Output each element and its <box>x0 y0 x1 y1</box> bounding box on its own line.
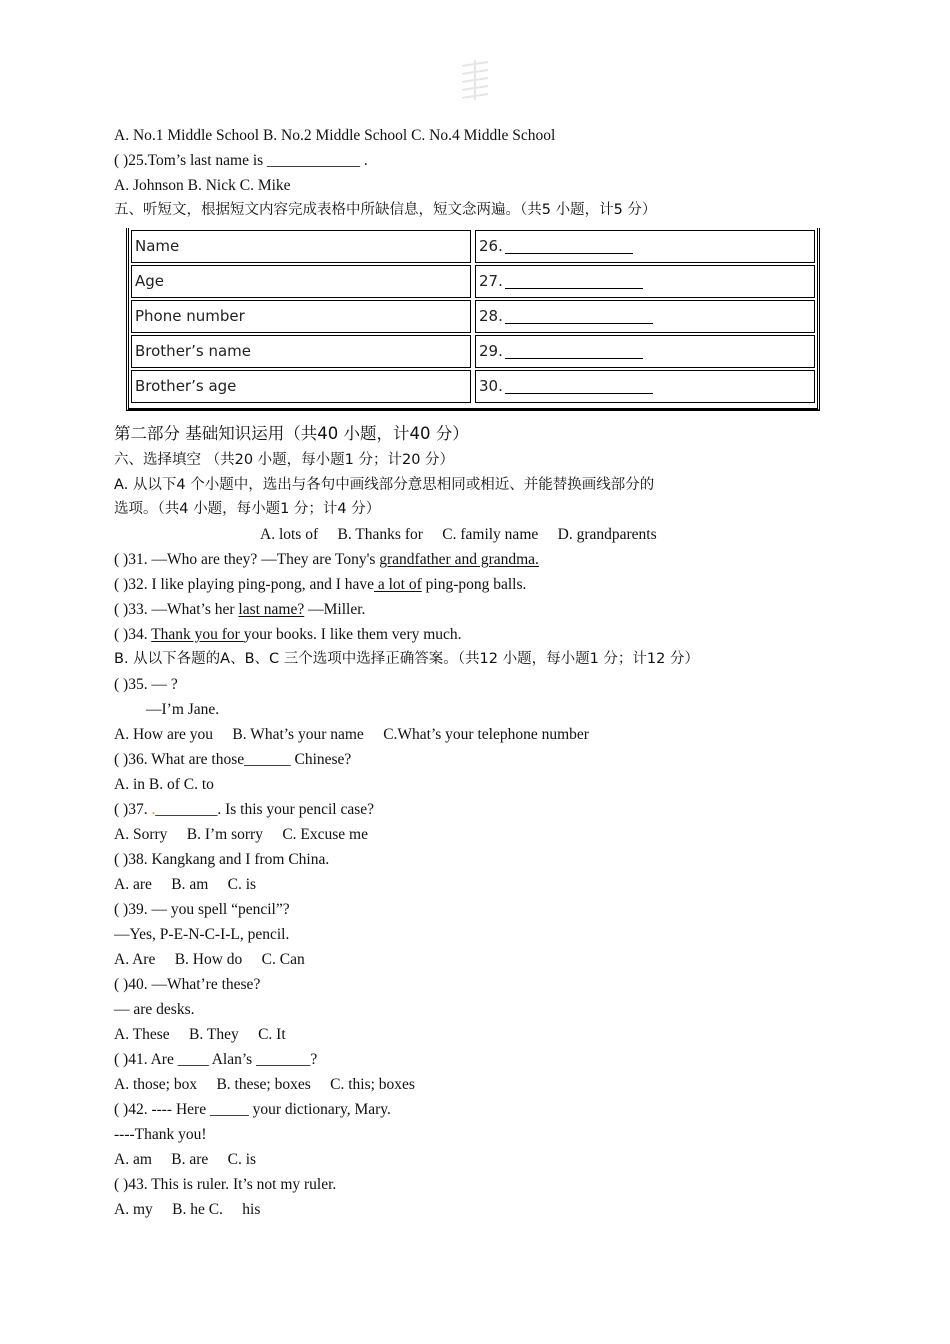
q32-underlined: a lot of <box>374 576 422 593</box>
watermark-icon <box>458 58 492 102</box>
answer-blank <box>505 231 633 254</box>
answer-blank <box>505 266 643 289</box>
q34 <box>114 625 462 645</box>
q35-reply: —I’m Jane. <box>146 701 220 718</box>
q42-options: A. am B. are C. is <box>114 1151 257 1168</box>
q41-options: A. those; box B. these; boxes C. this; boxes <box>114 1076 415 1093</box>
answer-blank <box>505 301 653 324</box>
q43: ( )43. This is ruler. It’s not my ruler. <box>114 1176 337 1193</box>
table-label: Name <box>131 230 471 263</box>
q40-reply: — are desks. <box>114 1001 195 1018</box>
table-number: 27. <box>479 272 503 290</box>
q36: ( )36. What are those______ Chinese? <box>114 751 352 768</box>
q39: ( )39. — you spell “pencil”? <box>114 901 290 918</box>
q37-options: A. Sorry B. I’m sorry C. Excuse me <box>114 826 368 843</box>
table-row <box>129 228 817 263</box>
table-answer-cell <box>475 300 815 333</box>
table-number: 30. <box>479 377 503 395</box>
section-6b-instruction: B. 从以下各题的A、B、C 三个选项中选择正确答案。（共12 小题，每小题1 分；计12 分） <box>114 651 699 667</box>
q36-options: A. in B. of C. to <box>114 776 214 793</box>
q35-options: A. How are you B. What’s your name C.What’s your telephone number <box>114 726 589 743</box>
answer-blank <box>505 371 653 394</box>
q32 <box>114 575 526 595</box>
section-6a-options: A. lots of B. Thanks for C. family name D. grandparents <box>260 526 657 543</box>
table-label: Brother’s age <box>131 370 471 403</box>
q31 <box>114 550 539 570</box>
answer-blank <box>505 336 643 359</box>
table-answer-cell <box>475 335 815 368</box>
q39-reply: —Yes, P-E-N-C-I-L, pencil. <box>114 926 290 943</box>
table-label: Brother’s name <box>131 335 471 368</box>
table-number: 28. <box>479 307 503 325</box>
table-row <box>129 298 817 333</box>
q37 <box>114 800 374 820</box>
q33 <box>114 600 365 620</box>
yellow-dot-icon: . <box>151 801 156 818</box>
section-6a-instruction-cont: 选项。（共4 小题，每小题1 分；计4 分） <box>114 501 381 517</box>
q25-options: A. Johnson B. Nick C. Mike <box>114 177 291 194</box>
table-answer-cell <box>475 230 815 263</box>
q35: ( )35. — ? <box>114 676 178 693</box>
q33-text-end: —Miller. <box>304 601 366 618</box>
q38-options: A. are B. am C. is <box>114 876 257 893</box>
q38: ( )38. Kangkang and I from China. <box>114 851 330 868</box>
section-5-heading: 五、听短文，根据短文内容完成表格中所缺信息，短文念两遍。（共5 小题，计5 分） <box>114 202 657 218</box>
table-label: Age <box>131 265 471 298</box>
table-answer-cell <box>475 265 815 298</box>
q37-text: ( )37. <box>114 801 152 818</box>
q33-text: ( )33. —What’s her <box>114 601 239 618</box>
q34-text: ( )34. <box>114 626 152 643</box>
table-answer-cell <box>475 370 815 403</box>
table-row <box>129 333 817 368</box>
q33-underlined: last name? <box>238 601 305 618</box>
q32-text-end: ping-pong balls. <box>421 576 527 593</box>
q41: ( )41. Are ____ Alan’s _______? <box>114 1051 318 1068</box>
table-row <box>129 263 817 298</box>
q31-underlined: grandfather and grandma. <box>379 551 539 568</box>
q40-options: A. These B. They C. It <box>114 1026 286 1043</box>
q25-question: ( )25.Tom’s last name is ____________ . <box>114 152 368 169</box>
section-6a-instruction: A. 从以下4 个小题中，选出与各句中画线部分意思相同或相近、并能替换画线部分的 <box>114 477 655 493</box>
q39-options: A. Are B. How do C. Can <box>114 951 305 968</box>
table-number: 26. <box>479 237 503 255</box>
table-number: 29. <box>479 342 503 360</box>
q31-text: ( )31. —Who are they? —They are Tony's <box>114 551 380 568</box>
q34-underlined: Thank you for <box>151 626 244 643</box>
table-row <box>129 368 817 403</box>
q24-options: A. No.1 Middle School B. No.2 Middle School C. No.4 Middle School <box>114 127 556 144</box>
q43-options: A. my B. he C. his <box>114 1201 261 1218</box>
q42: ( )42. ---- Here _____ your dictionary, Mary. <box>114 1101 391 1118</box>
table-label: Phone number <box>131 300 471 333</box>
q32-text: ( )32. I like playing ping-pong, and I have <box>114 576 374 593</box>
q40: ( )40. —What’re these? <box>114 976 261 993</box>
q34-text-end: your books. I like them very much. <box>243 626 462 643</box>
section-6-heading: 六、选择填空 （共20 小题，每小题1 分；计20 分） <box>114 452 455 468</box>
part-2-heading: 第二部分 基础知识运用（共40 小题，计40 分） <box>114 424 469 443</box>
q42-reply: ----Thank you! <box>114 1126 207 1143</box>
info-table <box>126 228 820 411</box>
q37-text-end: ________. Is this your pencil case? <box>155 801 375 818</box>
